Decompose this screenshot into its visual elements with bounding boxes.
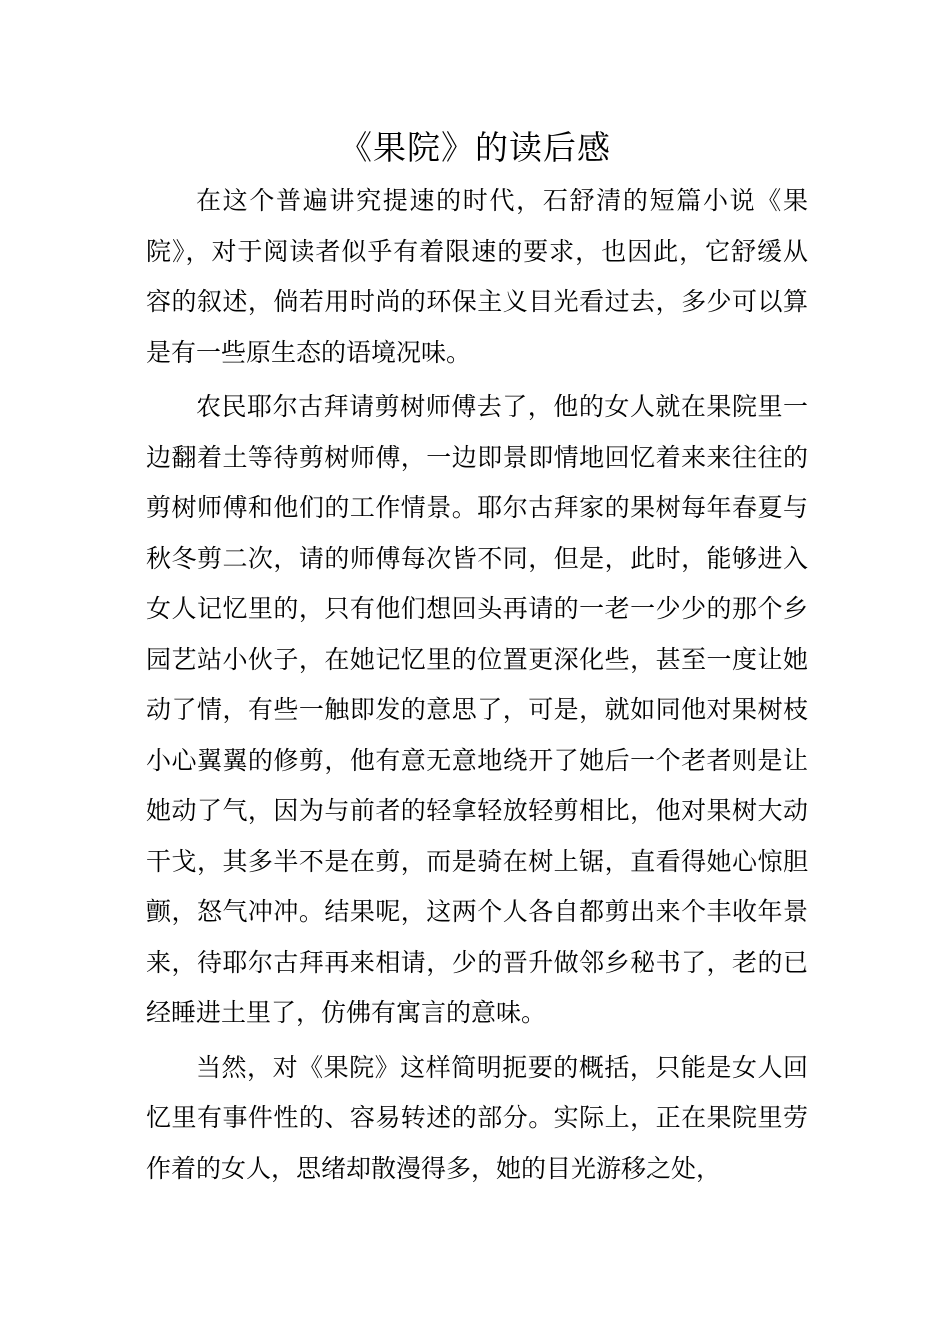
document-body bbox=[146, 176, 808, 1194]
paragraph-2: 农民耶尔古拜请剪树师傅去了，他的女人就在果院里一边翻着土等待剪树师傅，一边即景即情地回忆着来来往往的剪树师傅和他们的工作情景。耶尔古拜家的果树每年春夏与秋冬剪二次，请的师傅每次皆不同，但是，此时，能够进入女人记忆里的，只有他们想回头再请的一老一少少的那个乡园艺站小伙子，在她记忆里的位置更深化些，甚至一度让她动了情，有些一触即发的意思了，可是，就如同他对果树枝小心翼翼的修剪，他有意无意地绕开了她后一个老者则是让她动了气，因为与前者的轻拿轻放轻剪相比，他对果树大动干戈，其多半不是在剪，而是骑在树上锯，直看得她心惊胆颤，怒气冲冲。结果呢，这两个人各自都剪出来个丰收年景来，待耶尔古拜再来相请，少的晋升做邻乡秘书了，老的已经睡进土里了，仿佛有寓言的意味。 bbox=[146, 392, 808, 1027]
document-title: 《果院》的读后感 bbox=[339, 128, 611, 167]
paragraph-3: 当然，对《果院》这样简明扼要的概括，只能是女人回忆里有事件性的、容易转述的部分。实际上，正在果院里劳作着的女人，思绪却散漫得多，她的目光游移之处， bbox=[146, 1052, 808, 1183]
paragraph-1: 在这个普遍讲究提速的时代，石舒清的短篇小说《果院》，对于阅读者似乎有着限速的要求，也因此，它舒缓从容的叙述，倘若用时尚的环保主义目光看过去，多少可以算是有一些原生态的语境况味。 bbox=[146, 186, 808, 367]
